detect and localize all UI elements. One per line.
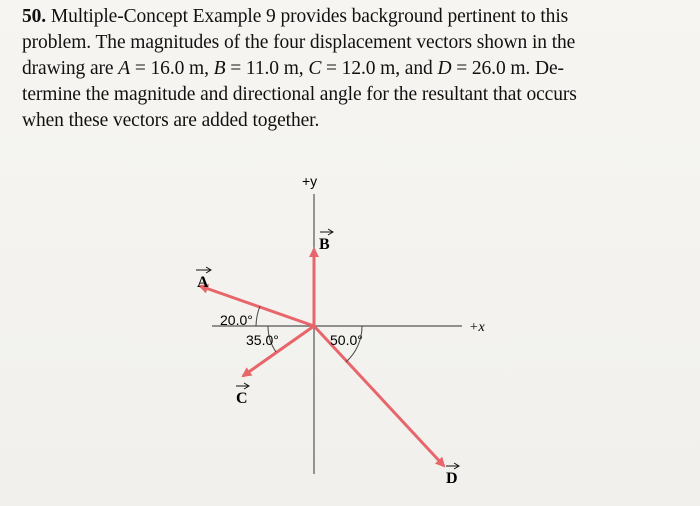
symbol-A: A xyxy=(118,58,131,79)
label-C-group xyxy=(236,383,249,407)
symbol-D: D xyxy=(437,58,452,79)
problem-line-4: termine the magnitude and directional angle for the resultant that occurs xyxy=(22,84,577,105)
label-B-group xyxy=(319,229,333,253)
label-C: C xyxy=(236,390,248,407)
problem-line-5: when these vectors are added together. xyxy=(22,110,320,131)
line3-start: drawing are xyxy=(22,58,119,79)
problem-line-1-text: Multiple-Concept Example 9 provides background pertinent to this xyxy=(50,6,569,27)
symbol-B: B xyxy=(213,58,226,79)
value-A: = 16.0 m, xyxy=(130,58,214,79)
angle-D-label: 50.0° xyxy=(330,332,363,348)
label-D-group xyxy=(446,463,459,487)
label-A: A xyxy=(197,274,209,291)
angle-A-label: 20.0° xyxy=(220,312,253,328)
value-D: = 26.0 m. De- xyxy=(451,58,564,79)
value-C: = 12.0 m, and xyxy=(321,58,438,79)
angle-C-label: 35.0° xyxy=(246,332,279,348)
label-B: B xyxy=(319,236,330,253)
arc-A xyxy=(256,306,260,326)
label-D: D xyxy=(446,470,458,487)
x-axis-label: +x xyxy=(469,320,485,335)
symbol-C: C xyxy=(308,58,322,79)
problem-number: 50. xyxy=(22,6,47,27)
vector-A xyxy=(200,286,314,326)
problem-line-2: problem. The magnitudes of the four displacement vectors shown in the xyxy=(22,32,576,53)
value-B: = 11.0 m, xyxy=(225,58,309,79)
label-A-group xyxy=(196,267,211,291)
y-axis-label: +y xyxy=(302,173,318,189)
